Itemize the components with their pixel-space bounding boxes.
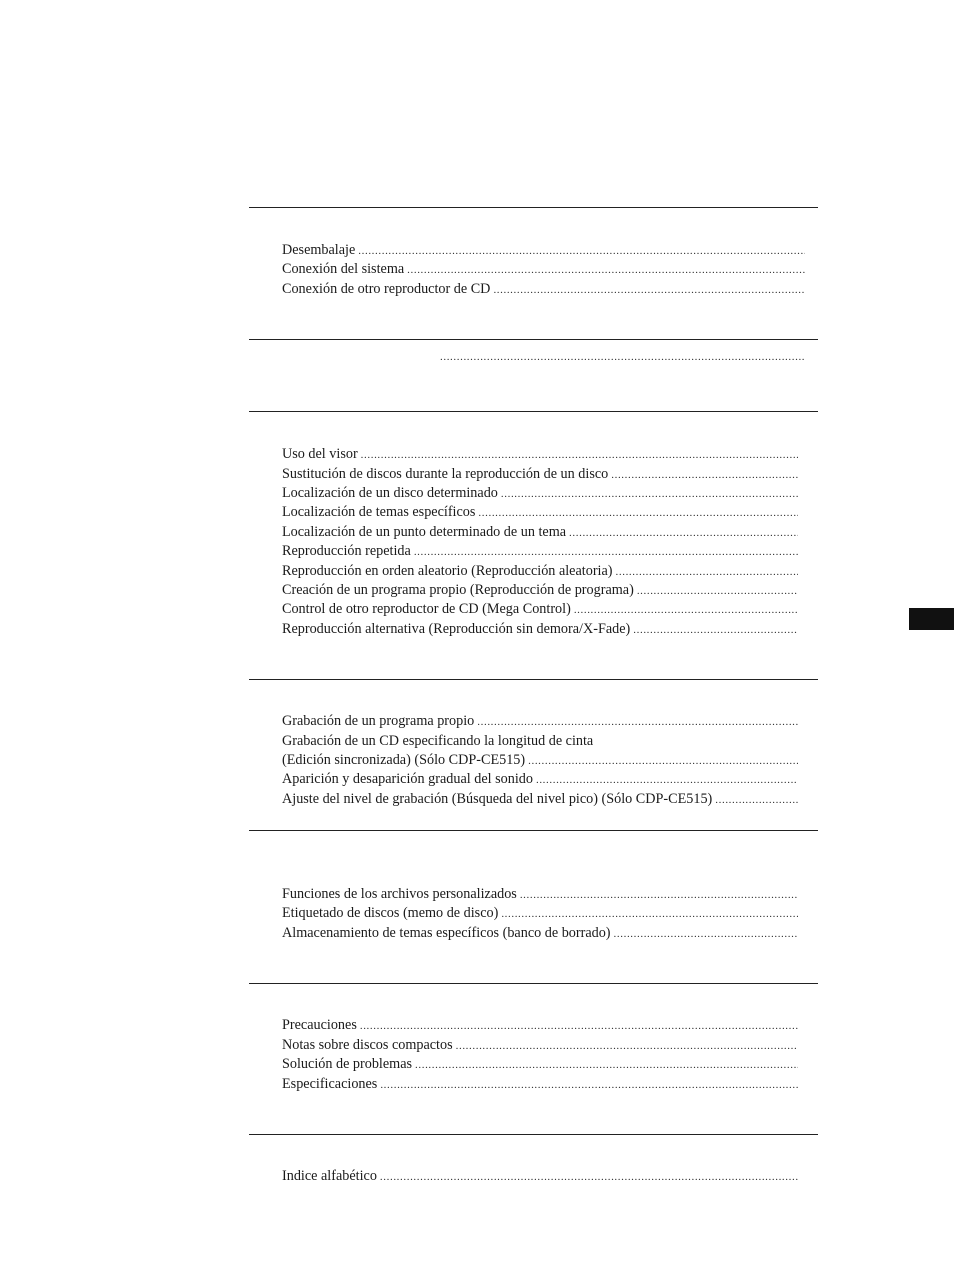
section-divider: [249, 411, 818, 412]
toc-entry-title: Notas sobre discos compactos: [282, 1037, 453, 1053]
section-divider: [249, 339, 818, 340]
dot-leader: [415, 1055, 798, 1074]
dot-leader: [407, 260, 805, 279]
toc-entry[interactable]: [282, 1054, 798, 1074]
toc-entry-title: Sustitución de discos durante la reproducción de un disco: [282, 466, 609, 482]
toc-entry-title: Precauciones: [282, 1017, 357, 1033]
dot-leader: [611, 465, 798, 484]
dot-leader: [493, 280, 805, 299]
toc-entry-title: Desembalaje: [282, 242, 356, 258]
dot-leader: [380, 1167, 798, 1186]
toc-entry[interactable]: [282, 522, 798, 542]
toc-entry[interactable]: [282, 619, 798, 639]
toc-entry-continued[interactable]: [282, 731, 798, 751]
toc-entry[interactable]: [282, 259, 805, 279]
dot-leader: [633, 620, 798, 639]
toc-entry-title: Etiquetado de discos (memo de disco): [282, 905, 499, 921]
toc-entry[interactable]: [282, 769, 798, 789]
toc-entry-title: Especificaciones: [282, 1076, 378, 1092]
toc-entry[interactable]: [282, 1015, 798, 1035]
toc-entry[interactable]: [440, 347, 805, 367]
toc-entry-title: Localización de un punto determinado de un tema: [282, 524, 567, 540]
section-divider: [249, 1134, 818, 1135]
toc-entry[interactable]: [282, 1035, 798, 1055]
toc-entry-title: Reproducción alternativa (Reproducción sin demora/X-Fade): [282, 621, 631, 637]
toc-entry[interactable]: [282, 444, 798, 464]
toc-entry-title: Funciones de los archivos personalizados: [282, 886, 517, 902]
toc-entry[interactable]: [282, 561, 798, 581]
toc-entry[interactable]: [282, 1074, 798, 1094]
toc-entry[interactable]: [282, 750, 798, 770]
toc-entry[interactable]: [282, 1166, 798, 1186]
toc-entry[interactable]: [282, 884, 798, 904]
toc-entry-title: Localización de temas específicos: [282, 504, 476, 520]
toc-entry[interactable]: [282, 483, 798, 503]
toc-entry-title: Reproducción repetida: [282, 543, 411, 559]
dot-leader: [501, 904, 798, 923]
toc-entry-title: Solución de problemas: [282, 1056, 413, 1072]
toc-entry-title: Grabación de un programa propio: [282, 713, 475, 729]
dot-leader: [361, 445, 798, 464]
dot-leader: [360, 1016, 798, 1035]
section-divider: [249, 983, 818, 984]
toc-entry-title: Ajuste del nivel de grabación (Búsqueda del nivel pico) (Sólo CDP-CE515): [282, 791, 713, 807]
toc-entry[interactable]: [282, 502, 798, 522]
dot-leader: [715, 790, 798, 809]
toc-entry[interactable]: [282, 599, 798, 619]
dot-leader: [569, 523, 798, 542]
toc-entry-title: Localización de un disco determinado: [282, 485, 498, 501]
toc-entry-title: Almacenamiento de temas específicos (banco de borrado): [282, 925, 611, 941]
toc-entry[interactable]: [282, 580, 798, 600]
language-tab-marker: [909, 608, 954, 630]
dot-leader: [456, 1036, 798, 1055]
toc-entry-title: Conexión de otro reproductor de CD: [282, 281, 491, 297]
dot-leader: [614, 924, 798, 943]
section-divider: [249, 207, 818, 208]
toc-entry-title: Indice alfabético: [282, 1168, 377, 1184]
toc-entry-title: Creación de un programa propio (Reproducción de programa): [282, 582, 634, 598]
dot-leader: [637, 581, 798, 600]
toc-entry-title: Control de otro reproductor de CD (Mega Control): [282, 601, 571, 617]
toc-entry[interactable]: [282, 711, 798, 731]
toc-entry[interactable]: [282, 903, 798, 923]
toc-entry-title: Uso del visor: [282, 446, 358, 462]
toc-entry[interactable]: [282, 240, 805, 260]
dot-leader: [477, 712, 798, 731]
dot-leader: [440, 347, 805, 367]
toc-entry-title: Grabación de un CD especificando la longitud de cinta: [282, 733, 594, 749]
dot-leader: [414, 542, 798, 561]
toc-entry-title: Reproducción en orden aleatorio (Reproducción aleatoria): [282, 563, 613, 579]
dot-leader: [536, 770, 798, 789]
toc-entry[interactable]: [282, 279, 805, 299]
toc-entry-title: (Edición sincronizada) (Sólo CDP-CE515): [282, 752, 526, 768]
toc-entry-title: Conexión del sistema: [282, 261, 405, 277]
toc-entry[interactable]: [282, 541, 798, 561]
dot-leader: [501, 484, 798, 503]
dot-leader: [528, 751, 798, 770]
dot-leader: [358, 241, 805, 260]
dot-leader: [478, 503, 798, 522]
dot-leader: [616, 562, 798, 581]
dot-leader: [574, 600, 798, 619]
toc-entry[interactable]: [282, 789, 798, 809]
dot-leader: [380, 1075, 798, 1094]
dot-leader: [520, 885, 798, 904]
toc-entry[interactable]: [282, 464, 798, 484]
toc-entry[interactable]: [282, 923, 798, 943]
toc-entry-title: Aparición y desaparición gradual del sonido: [282, 771, 533, 787]
section-divider: [249, 830, 818, 831]
section-divider: [249, 679, 818, 680]
